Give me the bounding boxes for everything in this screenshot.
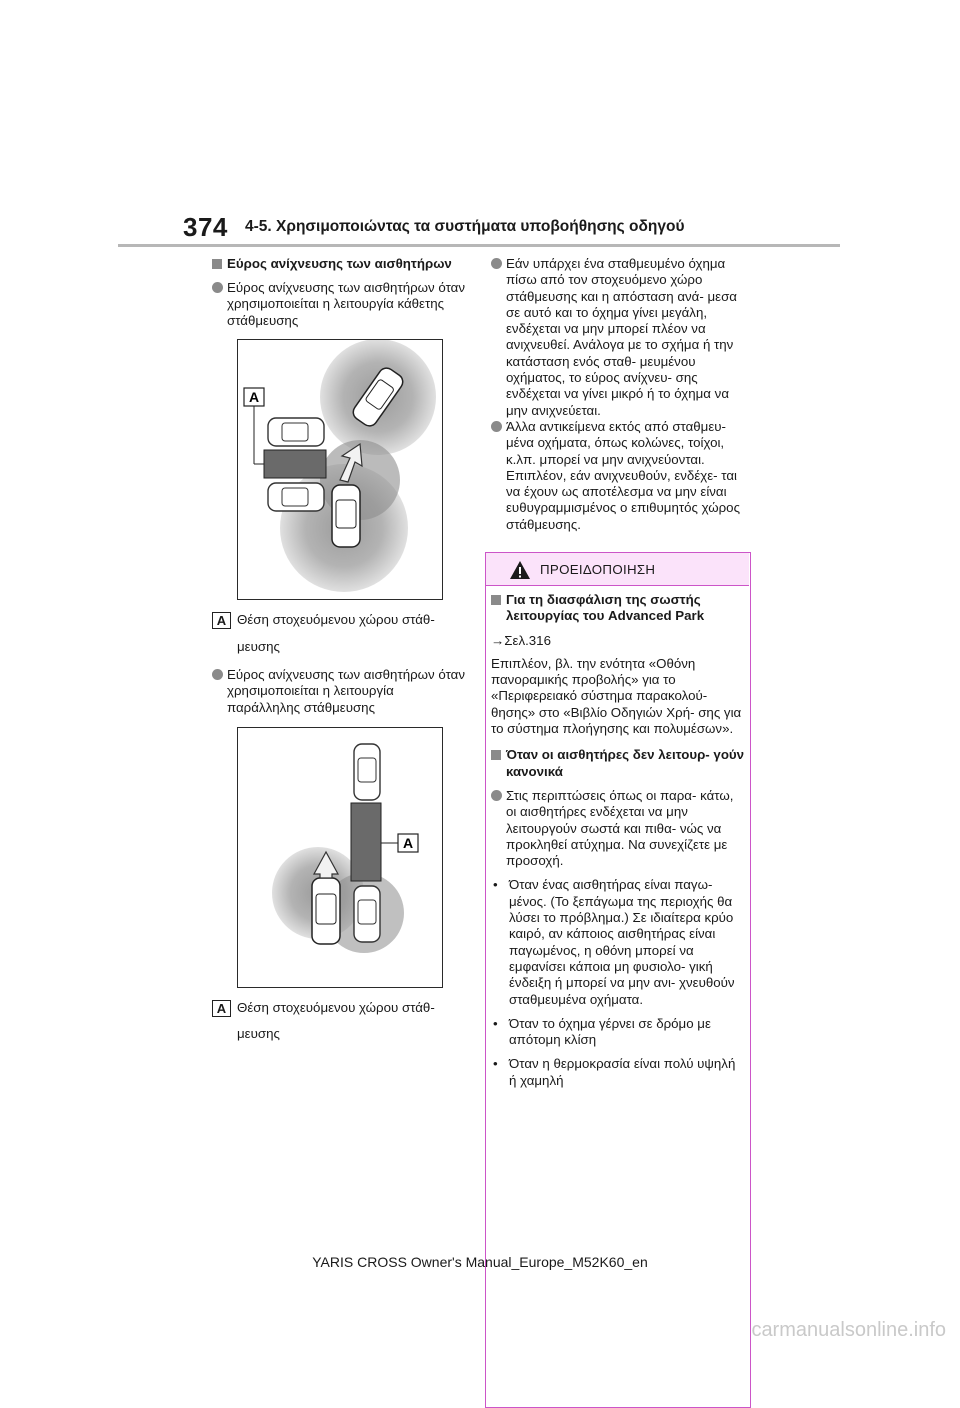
warning-bullet-1: • Όταν ένας αισθητήρας είναι παγω- μένος. (Το ξεπάγωμα της περιοχής θα λύσει το πρόβλημα.) Σε ιδιαίτερα κρύο καιρό, αν κάποιος αισθητήρας είναι παγωμένος, η οθόνη μπορεί να εμφανίσει κάποια μη φυσιολο- γική ένδειξη ή μπορεί να μην ανι- χνευθούν σταθμευμένα οχήματα. bbox=[493, 877, 735, 1007]
warning-paragraph: Επιπλέον, βλ. την ενότητα «Οθόνη πανοραμικής προβολής» για το «Περιφερειακό σύστημα παρακολού- θησης» στο «Βιβλίο Οδηγιών Χρή- σης για το σύστημα πλοήγησης και πολυμέσων». bbox=[491, 655, 742, 737]
header-rule bbox=[118, 244, 840, 247]
warning-content bbox=[491, 592, 745, 1089]
parked-car-ahead bbox=[354, 744, 380, 800]
right-item-2: Άλλα αντικείμενα εκτός από σταθμευ- μένα οχήματα, όπως κολώνες, τοίχοι, κ.λπ. μπορεί να μην ανιχνεύονται. Επιπλέον, εάν ανιχνευθούν, ενδέχε- ται να έχουν ως αποτέλεσμα να μην είναι ευθυγραμμισμένος ο επιθυμητός χώρος στάθμευσης. bbox=[491, 419, 753, 533]
warning-bullet-3: • Όταν η θερμοκρασία είναι πολύ υψηλή ή χαμηλή bbox=[493, 1056, 736, 1088]
parked-car-behind bbox=[354, 886, 380, 942]
parked-car-top bbox=[268, 418, 324, 446]
perpendicular-parking-diagram bbox=[238, 340, 442, 599]
footer: YARIS CROSS Owner's Manual_Europe_M52K60_en bbox=[312, 1254, 648, 1270]
own-vehicle bbox=[332, 485, 360, 547]
page-reference: →Σελ.316 bbox=[491, 632, 551, 648]
left-heading-block bbox=[212, 256, 470, 272]
parked-car-bottom bbox=[268, 483, 324, 511]
page-number: 374 bbox=[183, 212, 228, 242]
circle-bullet-icon bbox=[491, 421, 502, 432]
watermark: carmanualsonline.info bbox=[751, 1319, 946, 1341]
left-item-2: Εύρος ανίχνευσης των αισθητήρων όταν χρησιμοποιείται η λειτουργία παράλληλης στάθμευσης bbox=[212, 667, 470, 716]
warning-triangle-icon bbox=[509, 560, 531, 580]
target-parking-space bbox=[351, 803, 381, 881]
caption-letter-a: A bbox=[212, 612, 231, 629]
circle-bullet-icon bbox=[212, 669, 223, 680]
caption-1: A Θέση στοχευόμενου χώρου στάθ- bbox=[212, 612, 470, 629]
square-bullet-icon bbox=[491, 750, 501, 760]
square-bullet-icon bbox=[212, 259, 222, 269]
circle-bullet-icon bbox=[491, 790, 502, 801]
right-item-1: Εάν υπάρχει ένα σταθμευμένο όχημα πίσω από τον στοχευόμενο χώρο στάθμευσης και η απόσταση ανά- μεσα σε αυτό και το όχημα γίνει μεγάλη, ενδέχεται να μην μπορεί πλέον να ανιχνευθεί. Ανάλογα με το σχήμα ή την κατάσταση ενός σταθ- μευμένου οχήματος, το εύρος ανίχνευ- σης ενδέχεται να γίνει μικρό ή το όχημα να μην ανιχνεύεται. bbox=[491, 256, 753, 419]
caption-2-cont: μευσης bbox=[237, 1026, 280, 1041]
warning-title: ΠΡΟΕΙΔΟΠΟΙΗΣΗ bbox=[540, 562, 656, 577]
section-title: 4-5. Χρησιμοποιώντας τα συστήματα υποβοήθησης οδηγού bbox=[245, 218, 685, 235]
own-vehicle bbox=[312, 878, 340, 944]
warning-heading-2: Όταν οι αισθητήρες δεν λειτουρ- γούν κανονικά bbox=[491, 747, 745, 780]
warning-heading-1: Για τη διασφάλιση της σωστής λειτουργίας του Advanced Park bbox=[491, 592, 745, 625]
circle-bullet-icon bbox=[212, 282, 223, 293]
left-heading: Εύρος ανίχνευσης των αισθητήρων bbox=[212, 256, 470, 272]
warning-item: Στις περιπτώσεις όπως οι παρα- κάτω, οι αισθητήρες ενδέχεται να μην λειτουργούν σωστά και πιθα- νώς να προκληθεί ατύχημα. Να συνεχίζετε με προσοχή. bbox=[491, 788, 745, 869]
caption-2: A Θέση στοχευόμενου χώρου στάθ- bbox=[212, 1000, 470, 1017]
circle-bullet-icon bbox=[491, 258, 502, 269]
figure-label-a: A bbox=[402, 835, 414, 851]
parallel-parking-figure bbox=[237, 727, 443, 988]
left-item-1: Εύρος ανίχνευσης των αισθητήρων όταν χρησιμοποιείται η λειτουργία κάθετης στάθμευσης bbox=[212, 280, 470, 329]
figure-label-a: A bbox=[248, 389, 260, 405]
square-bullet-icon bbox=[491, 595, 501, 605]
caption-letter-a: A bbox=[212, 1000, 231, 1017]
warning-bullet-2: • Όταν το όχημα γέρνει σε δρόμο με απότομη κλίση bbox=[493, 1015, 711, 1048]
target-parking-space bbox=[264, 450, 326, 478]
perpendicular-parking-figure bbox=[237, 339, 443, 600]
caption-1-cont: μευσης bbox=[237, 639, 280, 654]
